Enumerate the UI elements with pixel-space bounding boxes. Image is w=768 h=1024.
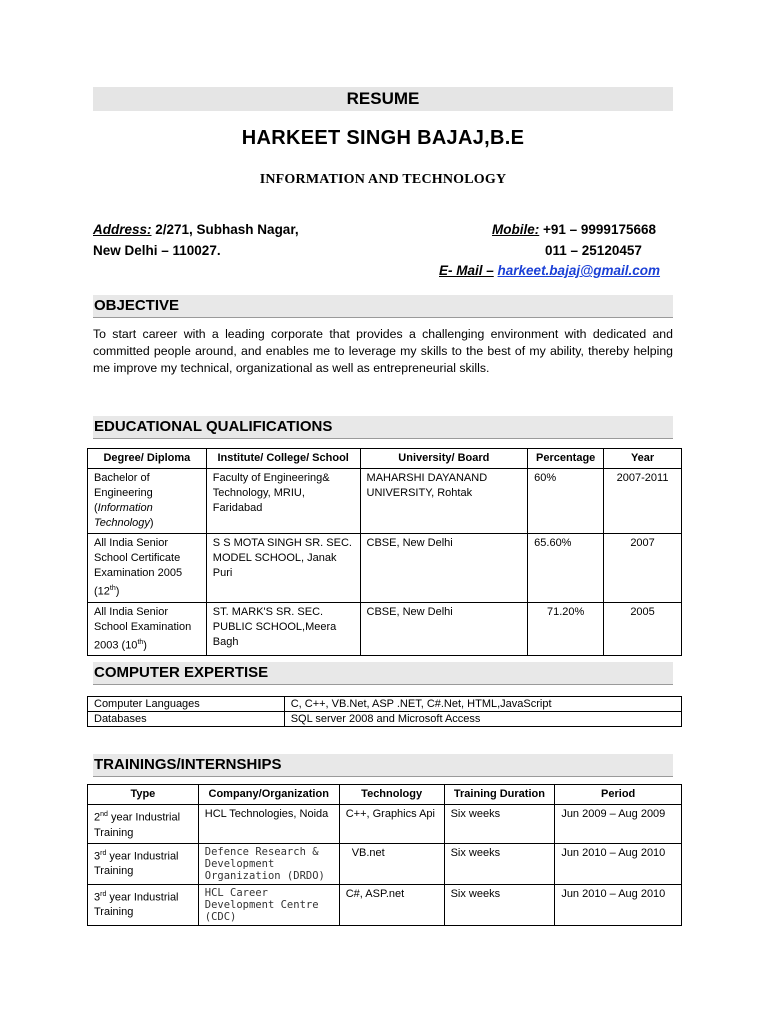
col-header-duration: Training Duration: [444, 785, 555, 805]
col-header-board: University/ Board: [360, 449, 528, 469]
email-line: [439, 263, 660, 278]
table-row: [88, 843, 682, 884]
year-cell: 2007-2011: [604, 469, 682, 534]
objective-heading: OBJECTIVE: [93, 295, 673, 318]
skill-value-cell: SQL server 2008 and Microsoft Access: [284, 712, 681, 727]
board-cell: CBSE, New Delhi: [360, 602, 528, 656]
education-header-row: [88, 449, 682, 469]
mobile-line: [492, 222, 656, 237]
candidate-subtitle: INFORMATION AND TECHNOLOGY: [259, 172, 507, 187]
trainings-header-row: [88, 785, 682, 805]
candidate-name: HARKEET SINGH BAJAJ,B.E: [241, 127, 525, 149]
company-cell: HCL Technologies, Noida: [198, 805, 339, 844]
year-cell: 2007: [604, 534, 682, 603]
table-row: [88, 884, 682, 925]
address-value: 2/271, Subhash Nagar,: [151, 222, 299, 237]
col-header-company: Company/Organization: [198, 785, 339, 805]
table-row: [88, 534, 682, 603]
degree-cell: Bachelor of Engineering (Information Technology): [88, 469, 207, 534]
computer-heading: COMPUTER EXPERTISE: [93, 662, 673, 685]
address-line-2: New Delhi – 110027.: [93, 243, 221, 258]
type-cell: 3rd year Industrial Training: [88, 884, 199, 925]
skill-label-cell: Databases: [88, 712, 285, 727]
company-cell: HCL Career Development Centre (CDC): [198, 884, 339, 925]
percentage-cell: 71.20%: [528, 602, 604, 656]
education-heading: EDUCATIONAL QUALIFICATIONS: [93, 416, 673, 439]
email-label: E- Mail –: [439, 263, 494, 278]
table-row: [88, 712, 682, 727]
type-cell: 2nd year Industrial Training: [88, 805, 199, 844]
trainings-table: [87, 784, 682, 926]
board-cell: CBSE, New Delhi: [360, 534, 528, 603]
education-table: [87, 448, 682, 656]
board-cell: MAHARSHI DAYANAND UNIVERSITY, Rohtak: [360, 469, 528, 534]
col-header-technology: Technology: [339, 785, 444, 805]
col-header-year: Year: [604, 449, 682, 469]
type-cell: 3rd year Industrial Training: [88, 843, 199, 884]
year-cell: 2005: [604, 602, 682, 656]
col-header-type: Type: [88, 785, 199, 805]
skill-label-cell: Computer Languages: [88, 697, 285, 712]
degree-cell: All India Senior School Certificate Examination 2005 (12th): [88, 534, 207, 603]
duration-cell: Six weeks: [444, 843, 555, 884]
computer-expertise-table: [87, 696, 682, 727]
document-title: RESUME: [93, 87, 673, 111]
duration-cell: Six weeks: [444, 884, 555, 925]
skill-value-cell: C, C++, VB.Net, ASP .NET, C#.Net, HTML,JavaScript: [284, 697, 681, 712]
institute-cell: ST. MARK'S SR. SEC. PUBLIC SCHOOL,Meera Bagh: [206, 602, 360, 656]
col-header-period: Period: [555, 785, 682, 805]
technology-cell: C#, ASP.net: [339, 884, 444, 925]
table-row: [88, 469, 682, 534]
percentage-cell: 60%: [528, 469, 604, 534]
technology-cell: VB.net: [339, 843, 444, 884]
duration-cell: Six weeks: [444, 805, 555, 844]
mobile-label: Mobile:: [492, 222, 540, 237]
table-row: [88, 602, 682, 656]
phone-2: 011 – 25120457: [545, 243, 642, 258]
table-row: [88, 697, 682, 712]
period-cell: Jun 2009 – Aug 2009: [555, 805, 682, 844]
trainings-heading: TRAININGS/INTERNSHIPS: [93, 754, 673, 777]
degree-cell: All India Senior School Examination 2003 (10th): [88, 602, 207, 656]
percentage-cell: 65.60%: [528, 534, 604, 603]
col-header-institute: Institute/ College/ School: [206, 449, 360, 469]
address-line-1: [93, 222, 299, 237]
col-header-percentage: Percentage: [528, 449, 604, 469]
address-label: Address:: [93, 222, 152, 237]
company-cell: Defence Research & Development Organization (DRDO): [198, 843, 339, 884]
email-link[interactable]: harkeet.bajaj@gmail.com: [497, 263, 661, 278]
technology-cell: C++, Graphics Api: [339, 805, 444, 844]
mobile-value: +91 – 9999175668: [539, 222, 656, 237]
objective-text: To start career with a leading corporate that provides a challenging environment with dedicated and committed people around, and enables me to leverage my skills to the best of my ability, thereby helping me improve my technical, organizational as well as entrepreneurial skills.: [93, 327, 673, 375]
institute-cell: Faculty of Engineering& Technology, MRIU, Faridabad: [206, 469, 360, 534]
table-row: [88, 805, 682, 844]
period-cell: Jun 2010 – Aug 2010: [555, 843, 682, 884]
col-header-degree: Degree/ Diploma: [88, 449, 207, 469]
period-cell: Jun 2010 – Aug 2010: [555, 884, 682, 925]
institute-cell: S S MOTA SINGH SR. SEC. MODEL SCHOOL, Janak Puri: [206, 534, 360, 603]
